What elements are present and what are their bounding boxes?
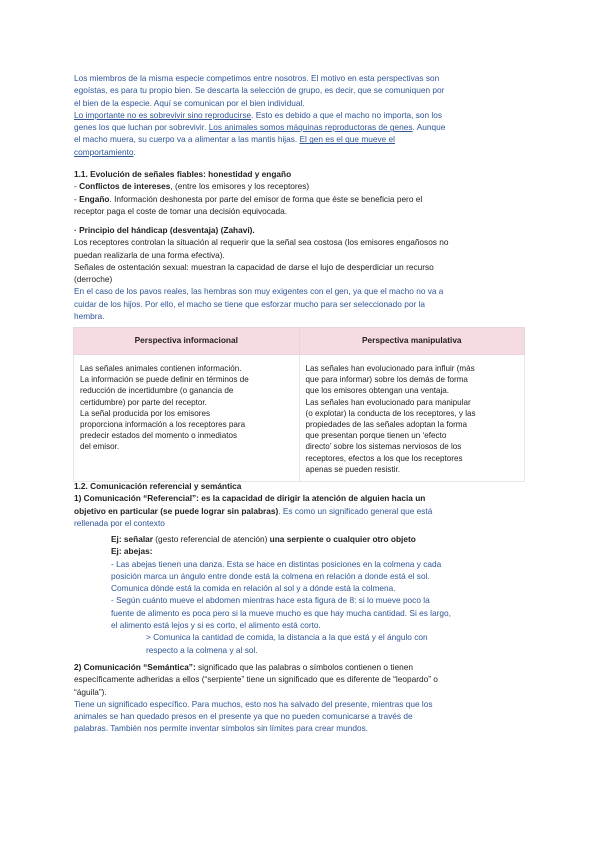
text-line: palabras. También nos permite inventar símbolos sin límites para crear mundos. [74,723,369,734]
text-line: objetivo en particular (se puede lograr sin palabras). Es como un significado general que está [74,505,433,516]
text-line: - Engaño. Información deshonesta por parte del emisor de forma que éste se beneficia pero el [74,193,423,204]
column-header: Perspectiva informacional [74,328,300,355]
text-line: hembra. [74,311,105,322]
handicap-section [74,224,526,322]
text-line: “águila”). [74,686,107,697]
section-1-2 [74,480,526,529]
text-line: rellenada por el contexto [74,517,165,528]
examples-block [74,533,526,656]
semantic-section [74,661,526,735]
text-line: receptor paga el coste de tomar una decisión equivocada. [74,205,288,216]
text-line: fuente de alimento es poca pero si la mueve mucho es que hay mucha cantidad. Si es largo, [111,607,451,618]
text-line: el bien de la especie. Aquí se comunican por el bien individual. [74,97,305,108]
underlined-text: comportamiento [74,146,134,157]
section-1-1 [74,168,526,217]
text-line: Lo importante no es sobrevivir sino reproducirse. Esto es debido a que el macho no importa, son los [74,109,443,120]
text-line: cuidar de los hijos. Por ello, el macho se tiene que esforzar mucho para ser seleccionado por la [74,298,425,309]
text-line: egoístas, es para tu propio bien. Se descarta la selección de grupo, es decir, que se comuniquen por [74,85,445,96]
text-line: el macho muera, su cuerpo va a alimentar a las mantis hijas. El gen es el que mueve el [74,134,395,145]
text-line: el alimento está lejos y si es corto, el alimento está corto. [111,620,321,631]
comparison-table [73,327,525,482]
table-cell-informational: Las señales animales contienen información. La información se puede definir en términos de reducción de incertidumbre (o ganancia de certidumbre) por parte del receptor. La señal producida por los emisores proporciona información a los receptores para predecir estados del momento o inmediatos del emisor. [74,355,300,482]
intro-paragraph [74,72,526,158]
text-line: puedan realizarla de una forma efectiva). [74,249,225,260]
text-line: (derroche) [74,274,113,285]
text-line: - Según cuánto mueve el abdomen mientras hace esta figura de 8: si lo mueve poco la [111,595,430,606]
underlined-text: Lo importante no es sobrevivir sino reproducirse [74,109,252,120]
section-heading: 1.1. Evolución de señales fiables: honestidad y engaño [74,169,292,179]
subsection-heading: · Principio del hándicap (desventaja) (Zahavi). [74,225,255,235]
table-header-row [74,328,525,355]
text-line: posición marca un ángulo entre donde está la colmena en relación a donde está el sol. [111,570,430,581]
text-line: genes los que luchan por sobrevivir. Los animales somos máquinas reproductoras de genes. Aunque [74,122,446,133]
text-line: Señales de ostentación sexual: muestran la capacidad de darse el lujo de desperdiciar un recurso [74,261,434,272]
text-line: comportamiento. [74,146,136,157]
text-line: En el caso de los pavos reales, las hembras son muy exigentes con el gen, ya que el macho no va a [74,286,444,297]
text-line: Tiene un significado específico. Para muchos, esto nos ha salvado del presente, mientras que los [74,698,433,709]
text-line: 2) Comunicación “Semántica”: significado que las palabras o símbolos contienen o tienen [74,662,413,672]
text-line: Comunica dónde está la comida en relación al sol y a dónde está la colmena. [111,583,396,594]
table-row [74,355,525,482]
table-cell-manipulative: Las señales han evolucionado para influir (más que para informar) sobre los demás de forma que los emisores obtengan una ventaja. Las señales han evolucionado para manipular (o explotar) la conducta de los receptores, y las propiedades de las señales adoptan la forma que presentan porque tienen un ‘efecto directo’ sobre los sistemas nerviosos de los receptores, efectos a los que los receptores apenas se pueden resistir. [299,355,525,482]
text-line: específicamente adheridas a ellos (“serpiente” tiene un significado que es diferente de “leopardo” o [74,674,438,685]
text-line: - Las abejas tienen una danza. Esta se hace en distintas posiciones en la colmena y cada [111,558,442,569]
underlined-text: Los animales somos máquinas reproductoras de genes [208,122,413,133]
text-line: respecto a la colmena y al sol. [146,644,258,655]
section-heading: 1.2. Comunicación referencial y semántica [74,481,242,491]
text-line: 1) Comunicación “Referencial”: es la capacidad de dirigir la atención de alguien hacia un [74,493,426,504]
text-line: Ej: señalar (gesto referencial de atención) una serpiente o cualquier otro objeto [111,534,416,544]
text-line: Los miembros de la misma especie competimos entre nosotros. El motivo en esta perspectivas son [74,73,440,83]
text-line: > Comunica la cantidad de comida, la distancia a la que está y el ángulo con [146,632,428,643]
underlined-text: El gen es el que mueve el [299,134,395,145]
text-line: Los receptores controlan la situación al requerir que la señal sea costosa (los emisores engañosos no [74,237,449,248]
column-header: Perspectiva manipulativa [299,328,525,355]
text-line: - Conflictos de intereses, (entre los emisores y los receptores) [74,181,310,192]
text-line: Ej: abejas: [111,546,153,557]
text-line: animales se han quedado presos en el presente ya que no pueden comunicarse a través de [74,711,413,722]
